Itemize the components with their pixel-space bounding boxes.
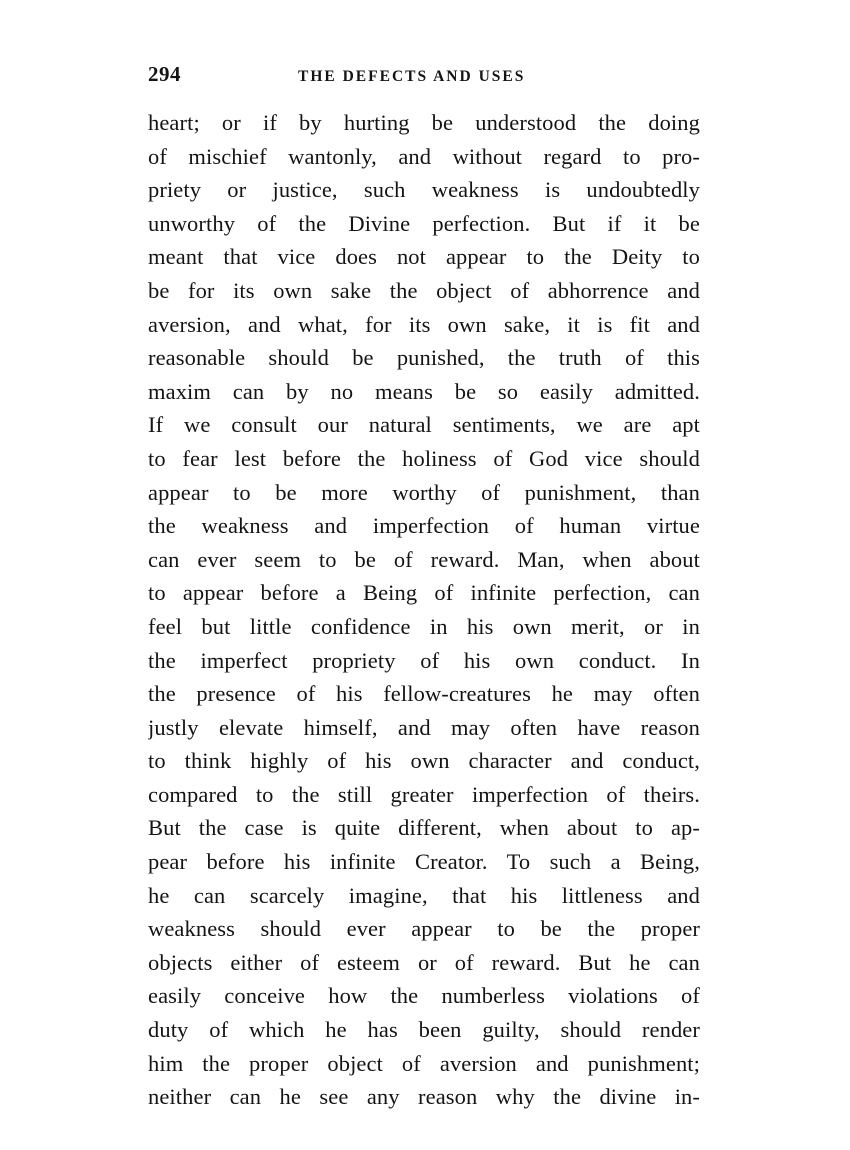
text-line: weakness should ever appear to be the proper bbox=[148, 916, 700, 942]
running-title: THE DEFECTS AND USES bbox=[298, 68, 526, 85]
text-line: to think highly of his own character and conduct, bbox=[148, 748, 700, 774]
text-line: the presence of his fellow-creatures he may often bbox=[148, 681, 700, 707]
text-line: to fear lest before the holiness of God vice should bbox=[148, 445, 700, 471]
text-line: feel but little confidence in his own merit, or in bbox=[148, 613, 700, 639]
text-line: reasonable should be punished, the truth of this bbox=[148, 345, 700, 371]
text-line: If we consult our natural sentiments, we are apt bbox=[148, 412, 700, 438]
text-line: appear to be more worthy of punishment, than bbox=[148, 479, 700, 505]
text-line: duty of which he has been guilty, should render bbox=[148, 1017, 700, 1043]
page-number: 294 bbox=[148, 62, 181, 86]
text-line: of mischief wantonly, and without regard to pro- bbox=[148, 143, 700, 169]
text-line: justly elevate himself, and may often have reason bbox=[148, 714, 700, 740]
text-line: the weakness and imperfection of human virtue bbox=[148, 513, 700, 539]
text-line: to appear before a Being of infinite perfection, can bbox=[148, 580, 700, 606]
text-line: easily conceive how the numberless violations of bbox=[148, 983, 700, 1009]
text-line: unworthy of the Divine perfection. But if it be bbox=[148, 210, 700, 236]
text-line: he can scarcely imagine, that his littleness and bbox=[148, 882, 700, 908]
text-line: maxim can by no means be so easily admitted. bbox=[148, 378, 700, 404]
text-line: aversion, and what, for its own sake, it is fit and bbox=[148, 311, 700, 337]
text-line: the imperfect propriety of his own conduct. In bbox=[148, 647, 700, 673]
text-line: priety or justice, such weakness is undoubtedly bbox=[148, 177, 700, 203]
text-line: But the case is quite different, when about to ap- bbox=[148, 815, 700, 841]
text-line: meant that vice does not appear to the Deity to bbox=[148, 244, 700, 270]
text-line: be for its own sake the object of abhorrence and bbox=[148, 277, 700, 303]
text-line: compared to the still greater imperfection of theirs. bbox=[148, 781, 700, 807]
book-page bbox=[148, 62, 700, 1114]
text-line: objects either of esteem or of reward. But he can bbox=[148, 949, 700, 975]
text-line: him the proper object of aversion and punishment; bbox=[148, 1050, 700, 1076]
text-line: neither can he see any reason why the divine in- bbox=[148, 1084, 700, 1110]
running-head bbox=[148, 62, 700, 96]
text-line: can ever seem to be of reward. Man, when about bbox=[148, 546, 700, 572]
text-line: pear before his infinite Creator. To such a Being, bbox=[148, 849, 700, 875]
body-text bbox=[148, 106, 700, 1114]
text-line: heart; or if by hurting be understood the doing bbox=[148, 110, 700, 135]
